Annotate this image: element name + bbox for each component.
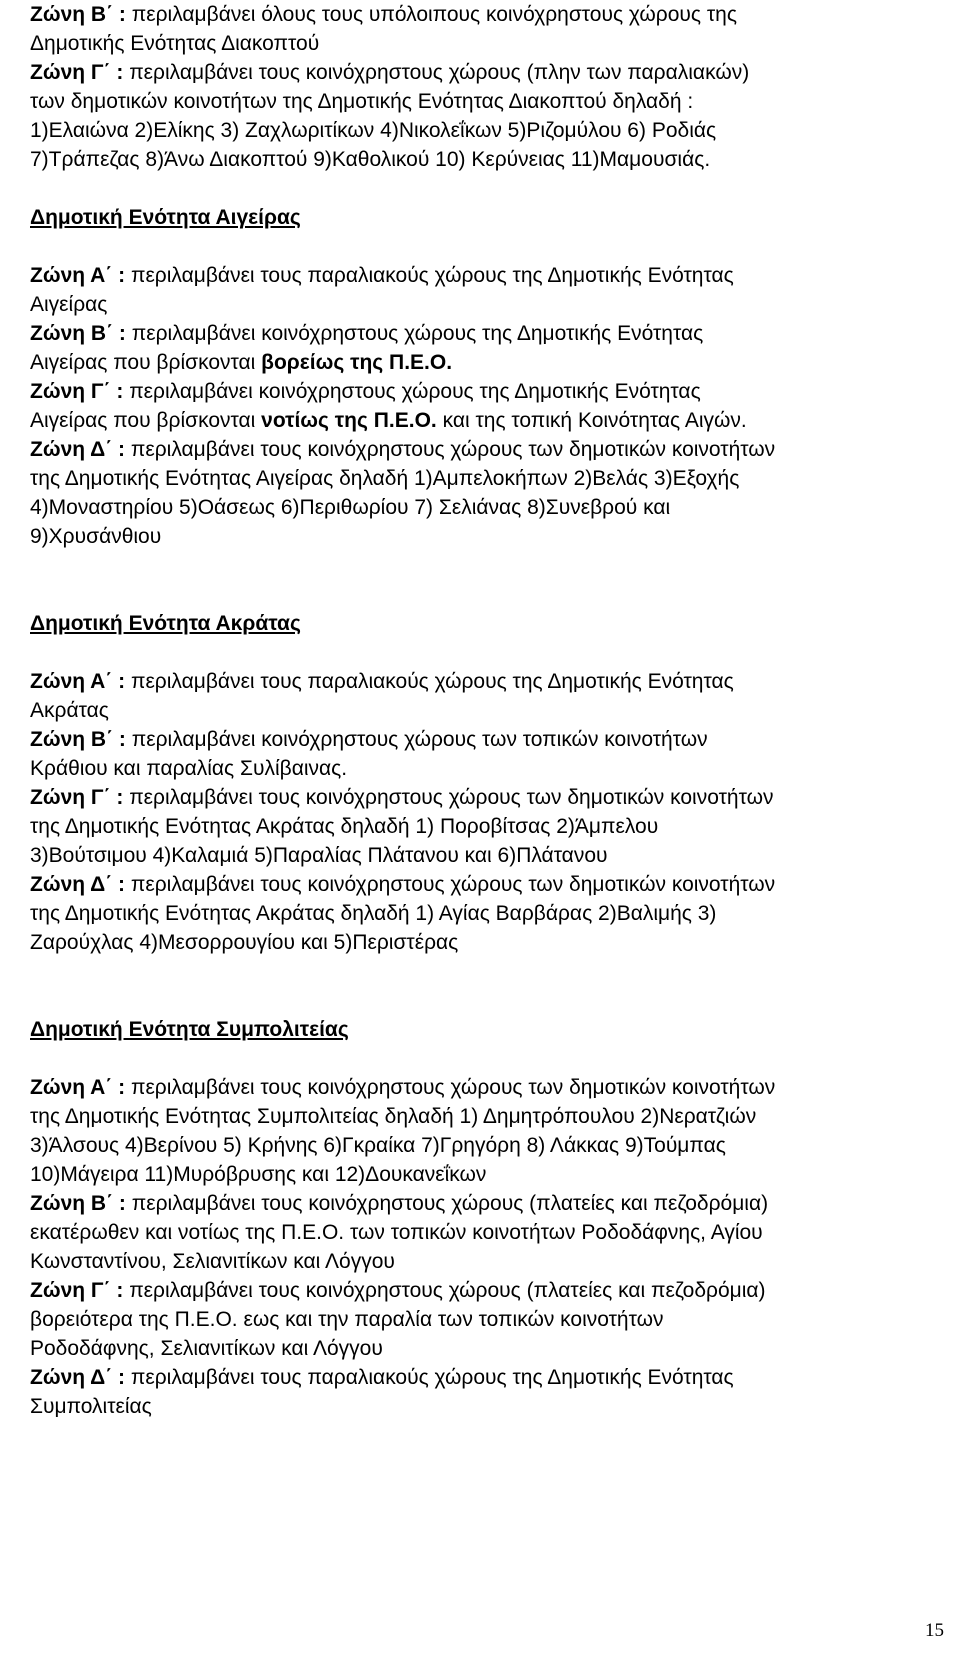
line-text: εκατέρωθεν και νοτίως της Π.Ε.Ο. των τοπικών κοινοτήτων Ροδοδάφνης, Αγίου xyxy=(30,1221,763,1244)
text-line xyxy=(30,899,950,928)
line-text: περιλαμβάνει τους κοινόχρηστους χώρους (πλατείες και πεζοδρόμια) xyxy=(123,1279,766,1302)
text-line xyxy=(30,928,950,957)
text-line xyxy=(30,725,950,754)
text-line xyxy=(30,1392,950,1421)
text-line xyxy=(30,841,950,870)
text-line xyxy=(30,377,950,406)
text-line xyxy=(30,696,950,725)
line-text: 1)Ελαιώνα 2)Ελίκης 3) Ζαχλωριτίκων 4)Νικολεΐκων 5)Ριζομύλου 6) Ροδιάς xyxy=(30,119,717,142)
line-text: των δημοτικών κοινοτήτων της Δημοτικής Ενότητας Διακοπτού δηλαδή : xyxy=(30,90,694,113)
sections-container xyxy=(30,174,950,1421)
line-text: περιλαμβάνει τους κοινόχρηστους χώρους των δημοτικών κοινοτήτων xyxy=(125,1076,776,1099)
line-text: 7)Τράπεζας 8)Άνω Διακοπτού 9)Καθολικού 10) Κερύνειας 11)Μαμουσιάς. xyxy=(30,148,711,171)
text-line xyxy=(30,0,950,29)
text-line xyxy=(30,58,950,87)
text-line xyxy=(30,87,950,116)
municipal-unit-section xyxy=(30,203,950,551)
section-heading: Δημοτική Ενότητα Ακράτας xyxy=(30,612,301,635)
zone-label: Ζώνη Α΄ : xyxy=(30,264,126,287)
zone-label: Ζώνη Β΄ : xyxy=(30,322,126,345)
line-text: περιλαμβάνει όλους τους υπόλοιπους κοινόχρηστους χώρους της xyxy=(125,3,737,26)
text-line xyxy=(30,1276,950,1305)
line-text: 10)Μάγειρα 11)Μυρόβρυσης και 12)Δουκανεΐκων xyxy=(30,1163,487,1186)
zone-label: Ζώνη Β΄ : xyxy=(30,728,126,751)
line-text: Αιγείρας που βρίσκονται xyxy=(30,351,262,374)
line-text: 9)Χρυσάνθιου xyxy=(30,525,162,548)
line-text: της Δημοτικής Ενότητας Συμπολιτείας δηλαδή 1) Δημητρόπουλου 2)Νερατζιών xyxy=(30,1105,757,1128)
line-text: περιλαμβάνει τους κοινόχρηστους χώρους των δημοτικών κοινοτήτων xyxy=(123,786,774,809)
text-line xyxy=(30,1102,950,1131)
intro-block xyxy=(30,0,950,174)
zone-label: Ζώνη Β΄ : xyxy=(30,3,126,26)
line-text: περιλαμβάνει τους κοινόχρηστους χώρους (πλην των παραλιακών) xyxy=(123,61,750,84)
text-line xyxy=(30,1131,950,1160)
text-line xyxy=(30,522,950,551)
text-line xyxy=(30,406,950,435)
section-spacer xyxy=(30,957,950,1015)
text-line xyxy=(30,1363,950,1392)
heading-spacer xyxy=(30,1044,950,1073)
section-spacer xyxy=(30,174,950,203)
line-text: της Δημοτικής Ενότητας Ακράτας δηλαδή 1) Αγίας Βαρβάρας 2)Βαλιμής 3) xyxy=(30,902,717,925)
line-text: Ακράτας xyxy=(30,699,109,722)
zone-label: Ζώνη Γ΄ : xyxy=(30,1279,124,1302)
section-spacer xyxy=(30,551,950,609)
text-line xyxy=(30,754,950,783)
zone-label: Ζώνη Γ΄ : xyxy=(30,380,124,403)
line-text: περιλαμβάνει κοινόχρηστους χώρους της Δημοτικής Ενότητας xyxy=(125,322,704,345)
line-text: περιλαμβάνει τους παραλιακούς χώρους της Δημοτικής Ενότητας xyxy=(125,264,734,287)
line-text: 3)Βούτσιμου 4)Καλαμιά 5)Παραλίας Πλάτανου και 6)Πλάτανου xyxy=(30,844,608,867)
line-text: περιλαμβάνει κοινόχρηστους χώρους της Δημοτικής Ενότητας xyxy=(123,380,701,403)
heading-spacer xyxy=(30,638,950,667)
text-line xyxy=(30,1247,950,1276)
zone-label: βορείως της Π.Ε.Ο. xyxy=(261,351,453,374)
zone-label: Ζώνη Β΄ : xyxy=(30,1192,126,1215)
municipal-unit-section xyxy=(30,609,950,957)
text-line xyxy=(30,145,950,174)
line-text: Δημοτικής Ενότητας Διακοπτού xyxy=(30,32,320,55)
line-text: Αιγείρας που βρίσκονται xyxy=(30,409,262,432)
text-line xyxy=(30,1305,950,1334)
document-page xyxy=(30,0,950,1421)
line-text: Κράθιου και παραλίας Συλίβαινας. xyxy=(30,757,348,780)
zone-label: Ζώνη Δ΄ : xyxy=(30,438,126,461)
line-text: της Δημοτικής Ενότητας Ακράτας δηλαδή 1) Ποροβίτσας 2)Άμπελου xyxy=(30,815,659,838)
heading-spacer xyxy=(30,232,950,261)
page-number: 15 xyxy=(925,1620,944,1641)
line-text: Ζαρούχλας 4)Μεσορρουγίου και 5)Περιστέρας xyxy=(30,931,459,954)
line-text: της Δημοτικής Ενότητας Αιγείρας δηλαδή 1)Αμπελοκήπων 2)Βελάς 3)Εξοχής xyxy=(30,467,740,490)
text-line xyxy=(30,261,950,290)
text-line xyxy=(30,1073,950,1102)
text-line xyxy=(30,667,950,696)
zone-label: Ζώνη Δ΄ : xyxy=(30,1366,126,1389)
line-text: 4)Μοναστηρίου 5)Οάσεως 6)Περιθωρίου 7) Σελιάνας 8)Συνεβρού και xyxy=(30,496,671,519)
line-text: Συμπολιτείας xyxy=(30,1395,152,1418)
line-text: Αιγείρας xyxy=(30,293,108,316)
line-text: περιλαμβάνει τους παραλιακούς χώρους της Δημοτικής Ενότητας xyxy=(125,1366,734,1389)
text-line xyxy=(30,290,950,319)
line-text: 3)Άλσους 4)Βερίνου 5) Κρήνης 6)Γκραίκα 7)Γρηγόρη 8) Λάκκας 9)Τούμπας xyxy=(30,1134,726,1157)
zone-label: Ζώνη Γ΄ : xyxy=(30,61,124,84)
text-line xyxy=(30,29,950,58)
text-line xyxy=(30,435,950,464)
zone-label: Ζώνη Α΄ : xyxy=(30,1076,126,1099)
line-text: Κωνσταντίνου, Σελιανιτίκων και Λόγγου xyxy=(30,1250,395,1273)
line-text: βορειότερα της Π.Ε.Ο. εως και την παραλία των τοπικών κοινοτήτων xyxy=(30,1308,664,1331)
text-line xyxy=(30,1218,950,1247)
line-text: περιλαμβάνει τους κοινόχρηστους χώρους των δημοτικών κοινοτήτων xyxy=(125,873,776,896)
zone-label: Ζώνη Γ΄ : xyxy=(30,786,124,809)
municipal-unit-section xyxy=(30,1015,950,1421)
section-heading: Δημοτική Ενότητα Αιγείρας xyxy=(30,206,301,229)
text-line xyxy=(30,319,950,348)
text-line xyxy=(30,783,950,812)
zone-label: Ζώνη Α΄ : xyxy=(30,670,126,693)
text-line xyxy=(30,1160,950,1189)
text-line xyxy=(30,464,950,493)
line-text: περιλαμβάνει τους κοινόχρηστους χώρους (πλατείες και πεζοδρόμια) xyxy=(125,1192,769,1215)
zone-label: Ζώνη Δ΄ : xyxy=(30,873,126,896)
zone-label: νοτίως της Π.Ε.Ο. xyxy=(261,409,437,432)
line-text: περιλαμβάνει τους κοινόχρηστους χώρους των δημοτικών κοινοτήτων xyxy=(125,438,776,461)
text-line xyxy=(30,1189,950,1218)
text-line xyxy=(30,116,950,145)
line-text: Ροδοδάφνης, Σελιανιτίκων και Λόγγου xyxy=(30,1337,383,1360)
text-line xyxy=(30,493,950,522)
line-text: και της τοπική Κοινότητας Αιγών. xyxy=(436,409,747,432)
text-line xyxy=(30,348,950,377)
line-text: περιλαμβάνει κοινόχρηστους χώρους των τοπικών κοινοτήτων xyxy=(125,728,708,751)
text-line xyxy=(30,812,950,841)
line-text: περιλαμβάνει τους παραλιακούς χώρους της Δημοτικής Ενότητας xyxy=(125,670,734,693)
section-heading: Δημοτική Ενότητα Συμπολιτείας xyxy=(30,1018,349,1041)
text-line xyxy=(30,1334,950,1363)
text-line xyxy=(30,870,950,899)
